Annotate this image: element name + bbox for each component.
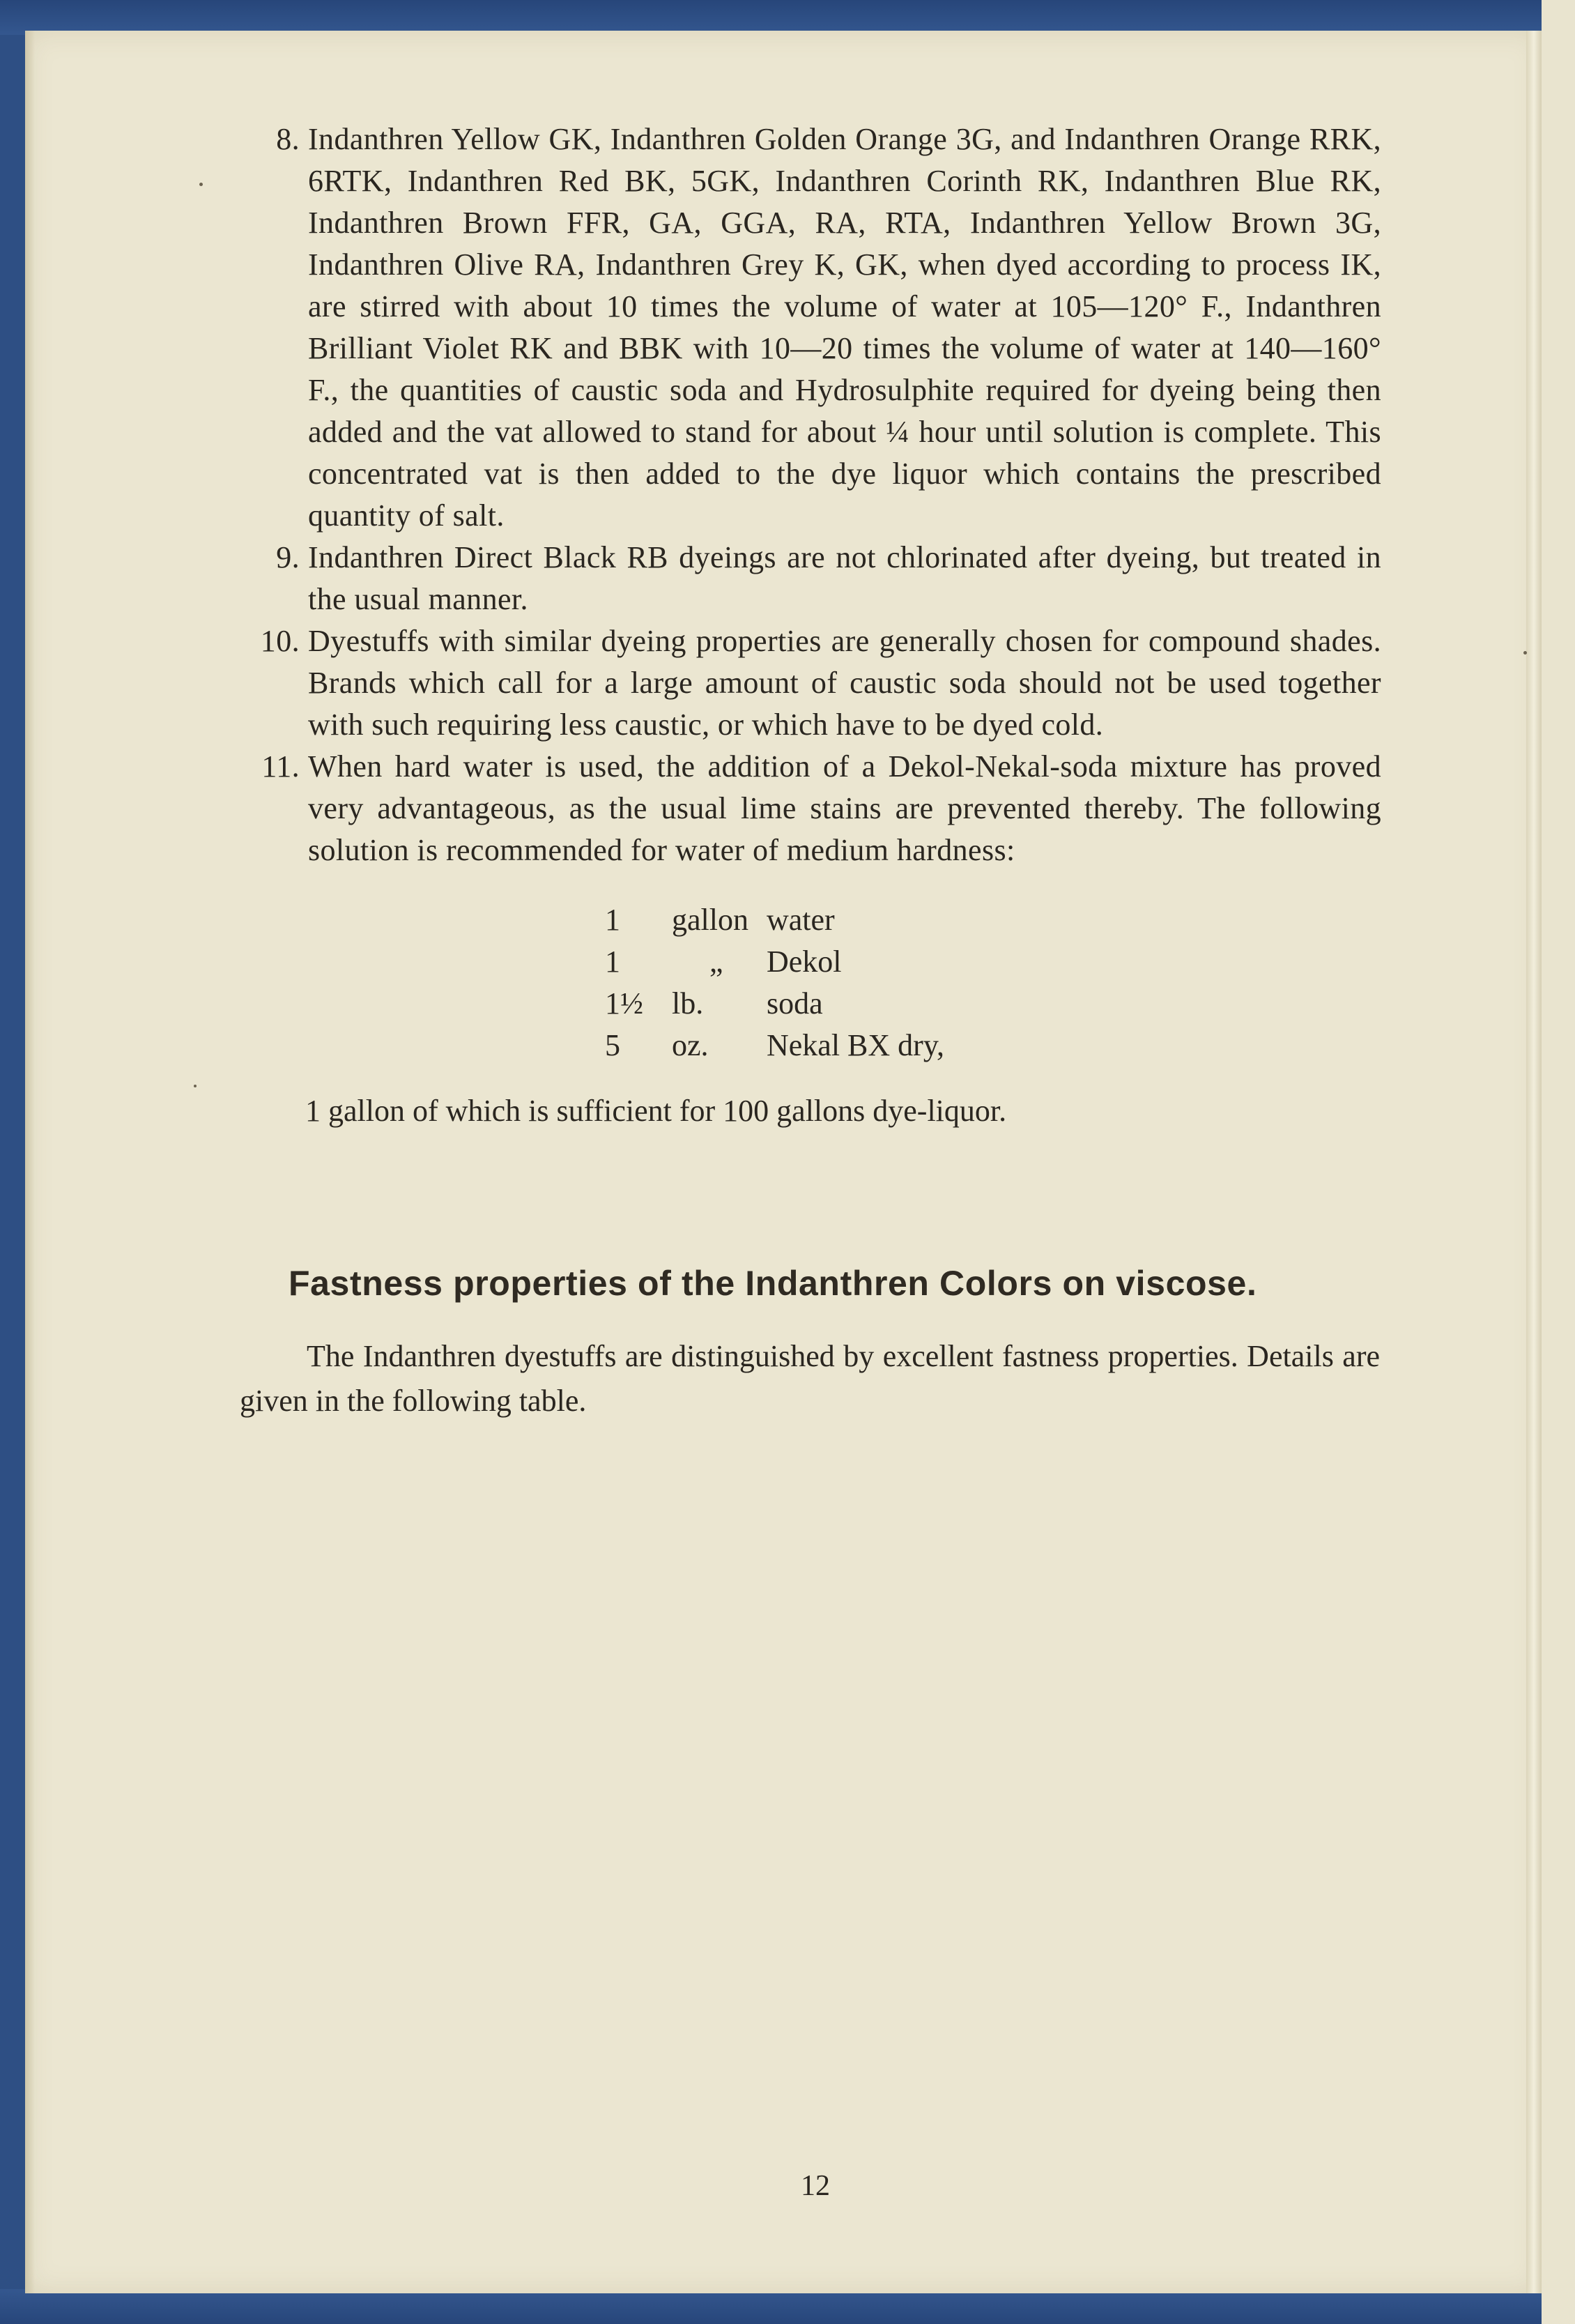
paper-fleck: [199, 183, 203, 186]
cover-edge-top: [0, 0, 1575, 35]
recipe-unit: gallon: [672, 903, 748, 937]
list-item-text: When hard water is used, the addition of a Dekol-Nekal-soda mixture has proved very advantageous, as the usual lime stains are prevented thereby. The following solution is recommended for water of medium hardness:: [308, 749, 1381, 867]
list-item-number: 8.: [276, 122, 300, 156]
recipe-substance: Nekal BX dry,: [767, 1028, 944, 1062]
recipe-qty: 5: [605, 1028, 620, 1062]
recipe-row: [605, 983, 1093, 1025]
list-item-number: 10.: [260, 624, 300, 658]
section-heading: Fastness properties of the Indanthren Colors on viscose.: [289, 1264, 1257, 1303]
paper-fleck: [194, 1085, 197, 1087]
list-item-text: Indanthren Direct Black RB dyeings are not chlorinated after dyeing, but treated in the usual manner.: [308, 540, 1381, 616]
list-item-number: 11.: [261, 749, 300, 783]
recipe-qty: 1½: [605, 986, 643, 1020]
recipe-qty: 1: [605, 945, 620, 979]
recipe-table: [605, 899, 1093, 1067]
recipe-qty: 1: [605, 903, 620, 937]
recipe-row: [605, 1025, 1093, 1067]
list-item-text: Indanthren Yellow GK, Indanthren Golden Orange 3G, and Indanthren Orange RRK, 6RTK, Indanthren Red BK, 5GK, Indanthren Corinth RK, Indanthren Blue RK, Indanthren Brown FFR, GA, GGA, RA, RTA, Indanthren Yellow Brown 3G, Indanthren Olive RA, Indanthren Grey K, GK, when dyed according to process IK, are stirred with about 10 times the volume of water at 105—120° F., Indanthren Brilliant Violet RK and BBK with 10—20 times the volume of water at 140—160° F., the quantities of caustic soda and Hydrosulphite required for dyeing being then added and the vat allowed to stand for about ¼ hour until solution is complete. This concentrated vat is then added to the dye liquor which contains the prescribed quantity of salt.: [308, 122, 1381, 533]
numbered-list: [233, 119, 1390, 885]
recipe-unit: oz.: [672, 1028, 709, 1062]
paper-fleck: [1523, 651, 1527, 655]
recipe-substance: soda: [767, 986, 823, 1020]
section-paragraph: The Indanthren dyestuffs are distinguished by excellent fastness properties. Details are given in the following table.: [240, 1339, 1380, 1418]
recipe-note: 1 gallon of which is sufficient for 100 gallons dye-liquor.: [305, 1094, 1007, 1128]
page-gutter-shadow: [25, 31, 35, 2293]
recipe-row: [605, 899, 1093, 941]
cover-edge-bottom: [0, 2289, 1575, 2324]
recipe-substance: Dekol: [767, 945, 842, 979]
recipe-substance: water: [767, 903, 835, 937]
cover-edge-right: [1542, 0, 1575, 2324]
recipe-row: [605, 941, 1093, 983]
page-number: 12: [801, 2170, 830, 2202]
list-item-text: Dyestuffs with similar dyeing properties are generally chosen for compound shades. Brands which call for a large amount of caustic soda should not be used together with such requiring less caustic, or which have to be dyed cold.: [308, 624, 1381, 742]
page-edge-right: [1526, 31, 1542, 2293]
recipe-unit: lb.: [672, 986, 704, 1020]
list-item-number: 9.: [276, 540, 300, 574]
recipe-unit: „: [709, 945, 723, 979]
